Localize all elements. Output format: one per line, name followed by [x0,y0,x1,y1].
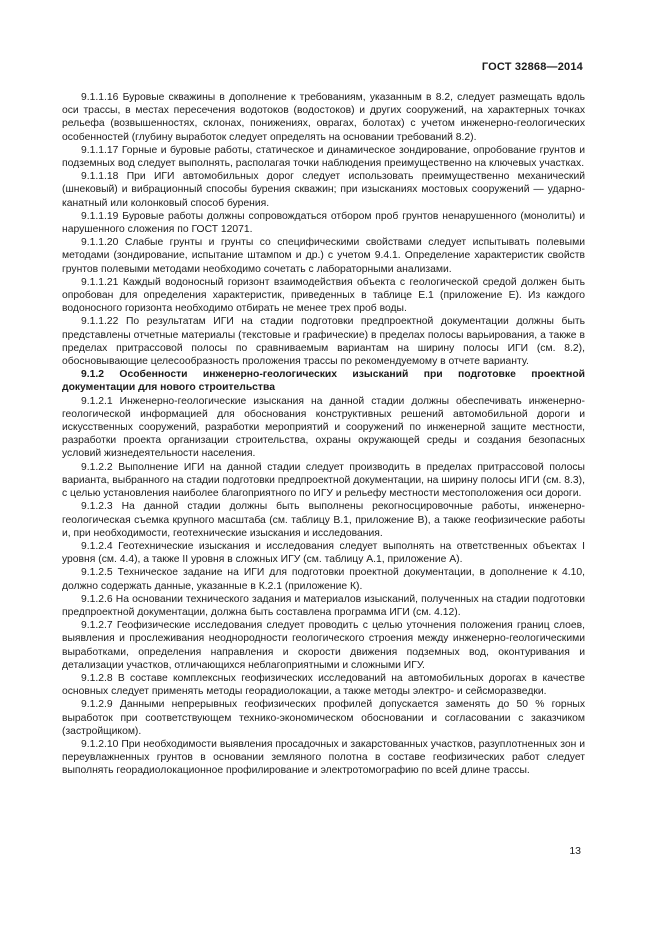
paragraph-9-1-2-3: 9.1.2.3 На данной стадии должны быть выполнены рекогносцировочные работы, инженерно-геологическая съемка крупного масштаба (см. таблицу В.1, приложение В), а также геофизические работы и, при необходимости, геотехнические изыскания и исследования. [62,501,585,539]
section-heading-9-1-2: 9.1.2 Особенности инженерно-геологических изысканий при подготовке проектной документации для нового строительства [62,369,586,394]
paragraph-9-1-1-16: 9.1.1.16 Буровые скважины в дополнение к требованиям, указанным в 8.2, следует размещать вдоль оси трассы, в местах пересечения водотоков (водостоков) и других сооружений, на характерных точках рельефа (возвышенностях, склонах, понижениях, оврагах, болотах) с учетом инженерно-геологических особенностей (глубину выработок следует определять на основании требований 8.2). [62,92,585,143]
paragraph-9-1-2-5: 9.1.2.5 Техническое задание на ИГИ для подготовки проектной документации, в дополнение к 4.10, должно содержать данные, указанные в К.2.1 (приложение К). [62,567,586,592]
page-number: 13 [569,845,581,857]
paragraph-9-1-2-1: 9.1.2.1 Инженерно-геологические изыскания на данной стадии должны обеспечивать инженерно-геологической информацией для обоснования конструктивных решений автомобильной дороги и искусственных сооружений, разработки мероприятий и сооружений по инженерной защите местности, разработки проекта организации строительства, охраны окружающей среды и создания безопасных условий жизнедеятельности населения. [62,395,585,460]
paragraph-9-1-1-20: 9.1.1.20 Слабые грунты и грунты со специфическими свойствами следует испытывать полевыми методами (зондирование, испытание штампом и др.) с учетом 9.4.1. Определение характеристик свойств грунтов полевыми методами необходимо сочетать с лабораторными анализами. [62,237,586,275]
paragraph-9-1-2-4: 9.1.2.4 Геотехнические изыскания и исследования следует выполнять на ответственных объектах I уровня (см. 4.4), а также II уровня в сложных ИГУ (см. таблицу А.1, приложение А). [62,540,586,566]
document-header-standard: ГОСТ 32868—2014 [481,61,583,73]
paragraph-9-1-2-8: 9.1.2.8 В составе комплексных геофизических исследований на автомобильных дорогах в качестве основных следует применять методы георадиолокации, а также методы электро- и сейсморазведки. [62,672,585,698]
paragraph-9-1-1-18: 9.1.1.18 При ИГИ автомобильных дорог следует использовать преимущественно механический (шнековый) и вибрационный способы бурения скважин; при изысканиях мостовых сооружений — ударно-канатный или колонковый способ бурения. [62,171,586,209]
paragraph-9-1-2-6: 9.1.2.6 На основании технического задания и материалов изысканий, полученных на стадии подготовки предпроектной документации, должна быть составлена программа ИГИ (см. 4.12). [62,593,586,618]
paragraph-9-1-2-2: 9.1.2.2 Выполнение ИГИ на данной стадии следует производить в пределах притрассовой полосы варианта, выбранного на стадии подготовки предпроектной документации, на ширину полосы ИГИ (см. 8.3), с целью установления наиболее благоприятного по ИГУ и рельефу местности местоположения оси дороги. [62,461,585,500]
paragraph-9-1-1-21: 9.1.1.21 Каждый водоносный горизонт взаимодействия объекта с геологической средой должен быть опробован для определения характеристик, приведенных в таблице Е.1 (приложение Е). Из каждого водоносного горизонта необходимо отбирать не менее трех проб воды. [62,276,585,315]
paragraph-9-1-2-7: 9.1.2.7 Геофизические исследования следует проводить с целью уточнения положения границ слоев, выявления и прослеживания неоднородности геологического строения между инженерно-геологическими выработками, определения направления и скорости движения подземных вод, оконтуривания и детализации участков, отличающихся неблагоприятными и сложными ИГУ. [62,620,586,671]
paragraph-9-1-2-9: 9.1.2.9 Данными непрерывных геофизических профилей допускается заменять до 50 % горных выработок при соответствующем технико-экономическом обосновании и согласовании с заказчиком (застройщиком). [62,699,586,737]
paragraph-9-1-1-22: 9.1.1.22 По результатам ИГИ на стадии подготовки предпроектной документации должны быть представлены отчетные материалы (текстовые и графические) в пределах полосы варьирования, а также в пределах притрассовой полосы по сравниваемым вариантам на ширину полосы ИГИ (см. 8.2), обосновывающие целесообразность проложения трассы по рекомендуемому в отчете варианту. [62,316,586,368]
document-body [62,91,585,778]
paragraph-9-1-1-19: 9.1.1.19 Буровые работы должны сопровождаться отбором проб грунтов ненарушенного (монолиты) и нарушенного сложения по ГОСТ 12071. [62,210,585,236]
paragraph-9-1-2-10: 9.1.2.10 При необходимости выявления просадочных и закарстованных участков, разуплотненных зон и переувлажненных грунтов в основании земляного полотна в составе геофизических работ следует выполнять георадиолокационное профилирование и электротомографию по всей длине трассы. [62,738,586,777]
paragraph-9-1-1-17: 9.1.1.17 Горные и буровые работы, статическое и динамическое зондирование, опробование грунтов и подземных вод следует выполнять, располагая точки наблюдения преимущественно на ключевых участках. [62,144,586,170]
